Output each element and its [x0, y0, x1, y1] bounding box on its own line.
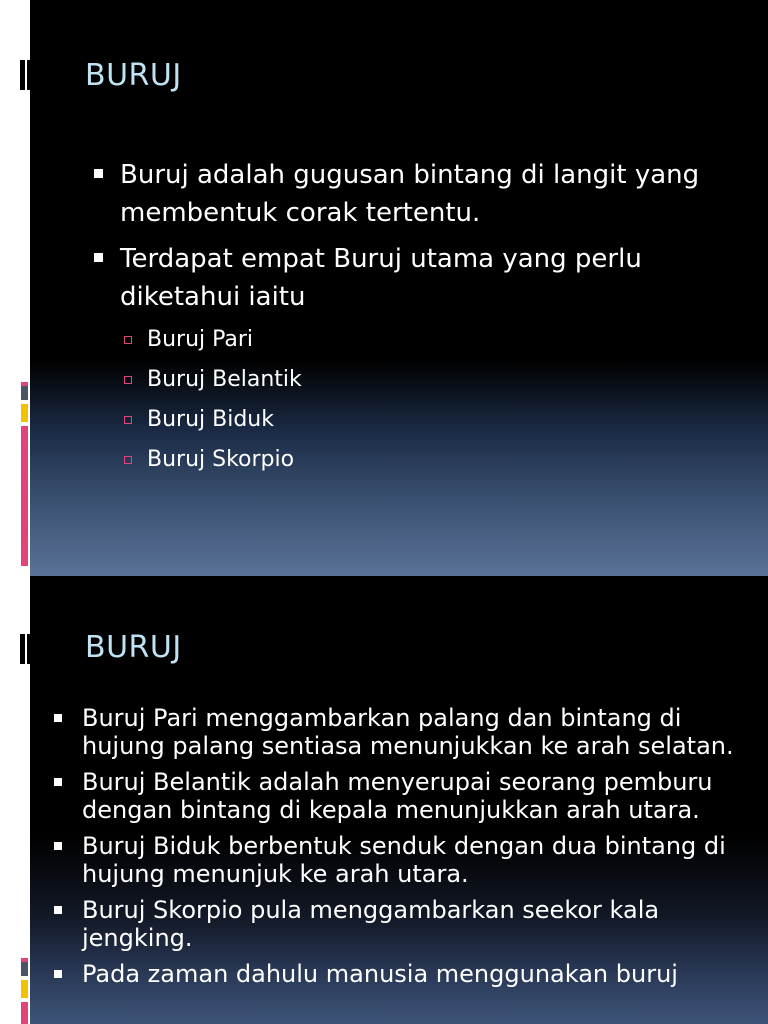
sub-bullet-item	[120, 400, 732, 440]
hollow-square-icon	[124, 456, 132, 464]
bullet-square-icon	[94, 253, 103, 262]
bullet-item	[52, 768, 742, 824]
hollow-square-icon	[124, 416, 132, 424]
bullet-list	[92, 156, 732, 488]
sub-bullet-item	[120, 360, 732, 400]
bullet-text: Pada zaman dahulu manusia menggunakan buruj	[82, 960, 678, 988]
sub-bullet-text: Buruj Belantik	[147, 367, 302, 392]
bullet-square-icon	[54, 842, 62, 850]
bullet-text: Terdapat empat Buruj utama yang perlu diketahui iaitu	[120, 244, 642, 312]
sub-bullet-list	[120, 320, 732, 480]
bullet-square-icon	[94, 169, 103, 178]
hollow-square-icon	[124, 376, 132, 384]
sub-bullet-text: Buruj Skorpio	[147, 447, 295, 472]
bullet-square-icon	[54, 906, 62, 914]
edge-accent-yellow	[21, 980, 28, 998]
bullet-text: Buruj Belantik adalah menyerupai seorang pemburu dengan bintang di kepala menunjukkan arah utara.	[82, 768, 713, 824]
slide-title: BURUJ	[85, 630, 182, 665]
bullet-text: Buruj Pari menggambarkan palang dan bintang di hujung palang sentiasa menunjukkan ke arah selatan.	[82, 704, 734, 760]
edge-accent-gray	[21, 386, 28, 400]
sub-bullet-text: Buruj Pari	[147, 327, 254, 352]
edge-accent-yellow	[21, 404, 28, 422]
edge-accent-pink-long	[21, 1002, 28, 1024]
sub-bullet-item	[120, 320, 732, 360]
bullet-text: Buruj Skorpio pula menggambarkan seekor kala jengking.	[82, 896, 660, 952]
sub-bullet-item	[120, 440, 732, 480]
hollow-square-icon	[124, 336, 132, 344]
bullet-list	[52, 704, 742, 996]
bullet-text: Buruj adalah gugusan bintang di langit yang membentuk corak tertentu.	[120, 160, 700, 228]
slide-edge-marker	[18, 634, 30, 664]
edge-accent-gray	[21, 962, 28, 976]
bullet-text: Buruj Biduk berbentuk senduk dengan dua bintang di hujung menunjuk ke arah utara.	[82, 832, 726, 888]
bullet-item	[52, 832, 742, 888]
bullet-square-icon	[54, 714, 62, 722]
slide-edge-marker	[18, 60, 30, 90]
edge-accent-pink-long	[21, 426, 28, 566]
sub-bullet-text: Buruj Biduk	[147, 407, 274, 432]
bullet-square-icon	[54, 970, 62, 978]
bullet-item	[52, 960, 742, 988]
slide-title: BURUJ	[85, 58, 182, 93]
bullet-square-icon	[54, 778, 62, 786]
bullet-item	[92, 156, 732, 232]
bullet-item	[52, 704, 742, 760]
slide-2	[0, 576, 768, 1024]
bullet-item	[52, 896, 742, 952]
bullet-item	[92, 240, 732, 480]
